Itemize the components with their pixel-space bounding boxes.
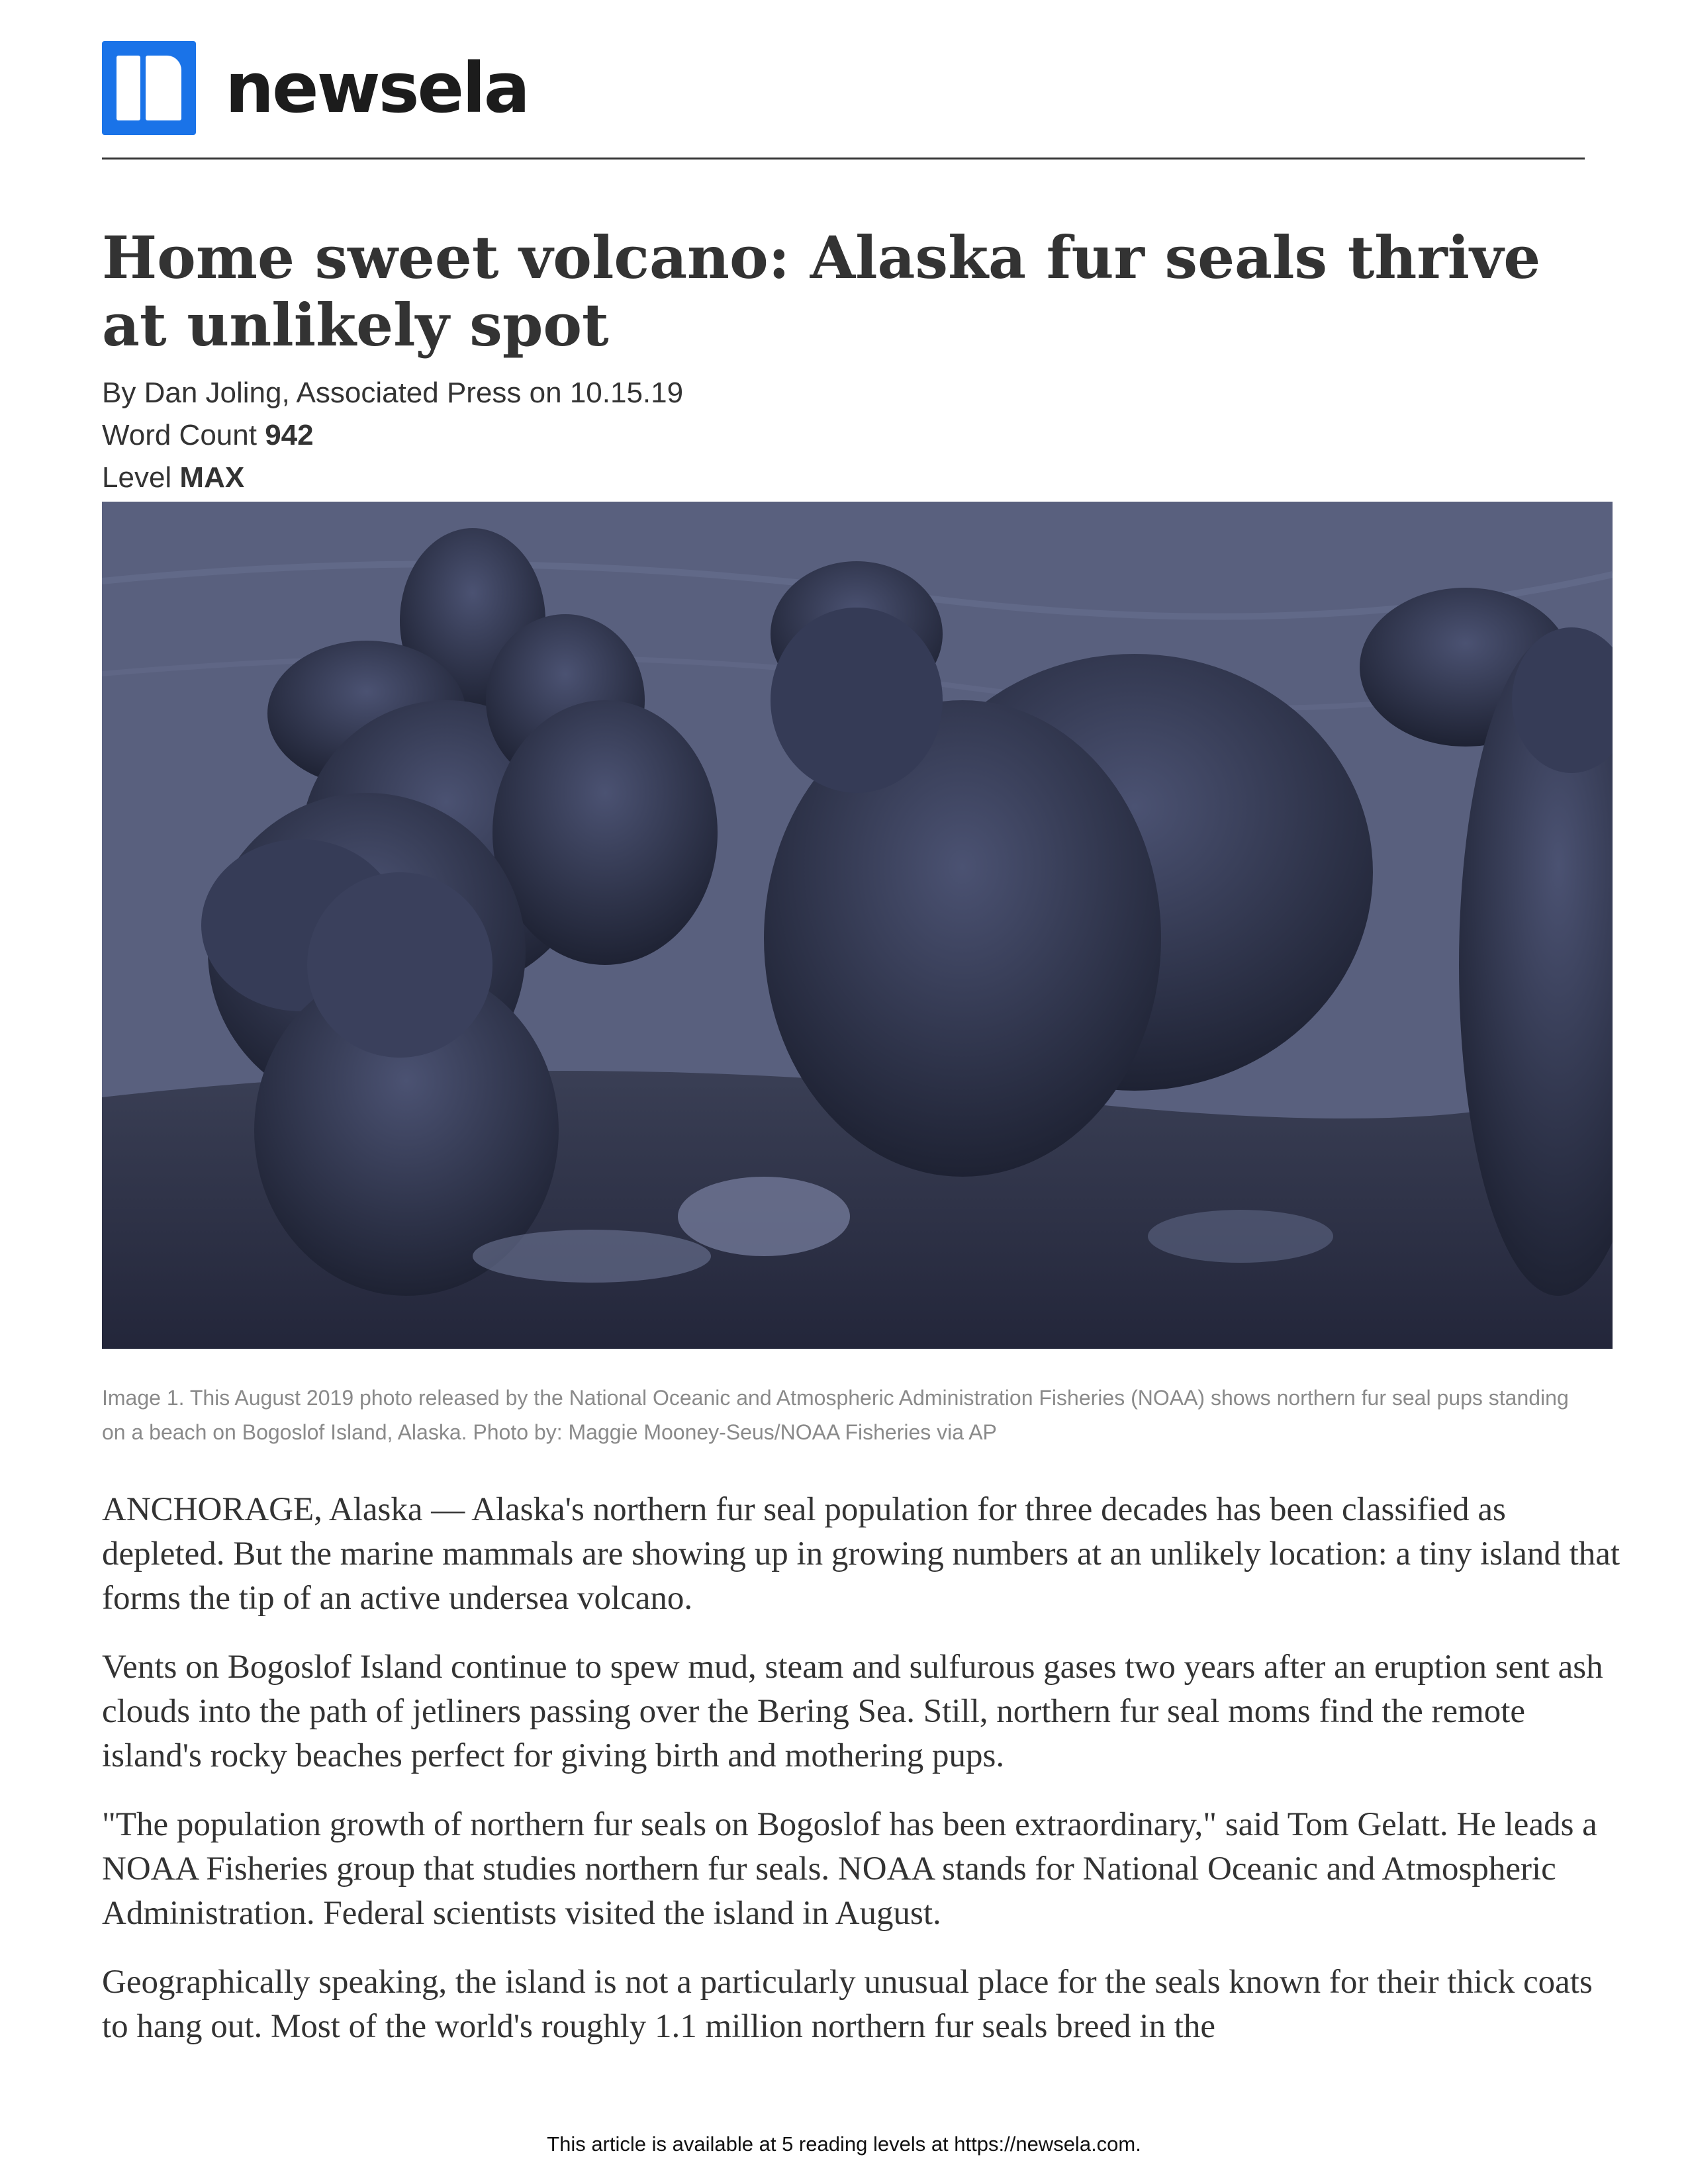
newsela-logo[interactable] [102, 40, 528, 136]
reading-level [102, 461, 244, 495]
level-value: MAX [179, 461, 245, 494]
byline: By Dan Joling, Associated Press on 10.15.19 [102, 377, 684, 409]
footer-notice: This article is available at 5 reading levels at https://newsela.com. [547, 2132, 1141, 2156]
word-count-value: 942 [265, 419, 314, 451]
fur-seal-pups-illustration [102, 502, 1613, 1349]
image-caption: Image 1. This August 2019 photo released by the National Oceanic and Atmospheric Administration Fisheries (NOAA) shows northern fur seal pups standing on a beach on Bogoslof Island, Alaska. Photo by: Maggie Mooney-Seus/NOAA Fisheries via AP [102, 1386, 1569, 1444]
article-paragraph: Geographically speaking, the island is not a particularly unusual place for the seals known for their thick coats to hang out. Most of the world's roughly 1.1 million northern fur seals breed in the [102, 1964, 1593, 2045]
article-paragraph: "The population growth of northern fur seals on Bogoslof has been extraordinary," said Tom Gelatt. He leads a NOAA Fisheries group that studies northern fur seals. NOAA stands for National Oceanic and Atmospheric Administration. Federal scientists visited the island in August. [102, 1806, 1597, 1932]
article-photo [102, 502, 1613, 1349]
word-count [102, 418, 314, 453]
article-title: Home sweet volcano: Alaska fur seals thrive at unlikely spot [102, 223, 1541, 359]
newsela-logo-icon [102, 41, 196, 135]
header-divider [102, 158, 1585, 159]
article-paragraph: ANCHORAGE, Alaska — Alaska's northern fur seal population for three decades has been classified as depleted. But the marine mammals are showing up in growing numbers at an unlikely location: a tiny island that forms the tip of an active undersea volcano. [102, 1491, 1620, 1617]
word-count-label: Word Count [102, 419, 257, 451]
brand-name: newsela [225, 48, 528, 128]
article-paragraph: Vents on Bogoslof Island continue to spew mud, steam and sulfurous gases two years after an eruption sent ash clouds into the path of jetliners passing over the Bering Sea. Still, northern fur seal moms find the remote island's rocky beaches perfect for giving birth and mothering pups. [102, 1649, 1603, 1774]
level-label: Level [102, 461, 172, 494]
